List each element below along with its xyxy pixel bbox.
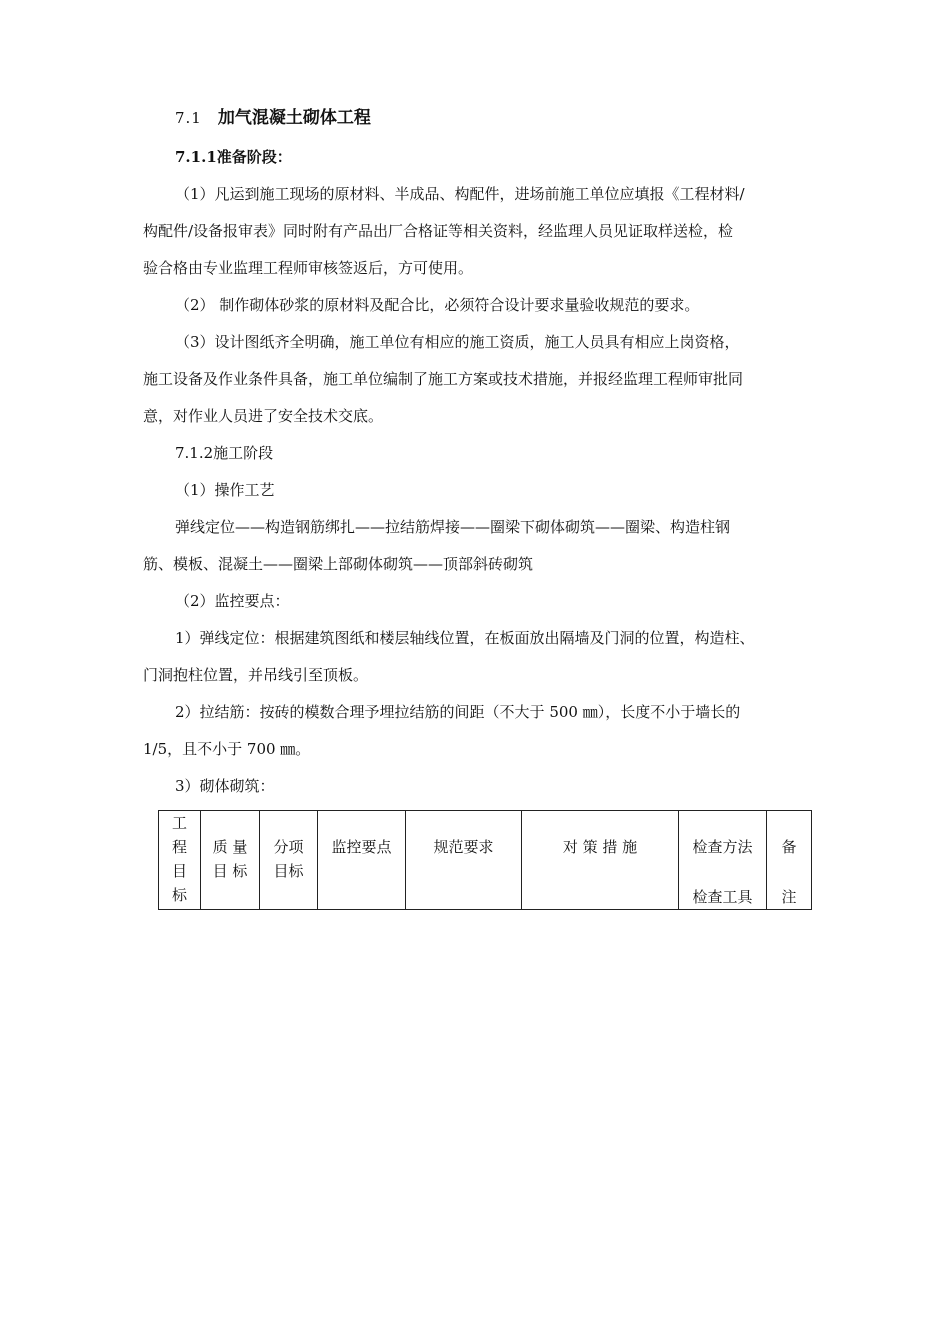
prep-p3-line2: 施工设备及作业条件具备，施工单位编制了施工方案或技术措施，并报经监理工程师审批同 xyxy=(143,370,744,388)
item1-line1: 1）弹线定位：根据建筑图纸和楼层轴线位置，在板面放出隔墙及门洞的位置，构造柱、 xyxy=(175,629,755,647)
process-line1: 弹线定位——构造钢筋绑扎——拉结筋焊接——圈梁下砌体砌筑——圈梁、构造柱钢 xyxy=(175,518,731,536)
monitoring-table xyxy=(158,810,812,910)
construction-heading: 7.1.2施工阶段 xyxy=(175,444,274,462)
section-heading xyxy=(175,107,371,129)
section-number: 7.1 xyxy=(175,109,202,127)
item2-line1: 2）拉结筋：按砖的模数合理予埋拉结筋的间距（不大于 500 ㎜），长度不小于墙长的 xyxy=(175,703,741,721)
operation-heading: （1）操作工艺 xyxy=(175,481,275,499)
header-monitor-points: 监控要点 xyxy=(318,811,406,910)
prep-p3-line1: （3）设计图纸齐全明确，施工单位有相应的施工资质，施工人员具有相应上岗资格， xyxy=(175,333,740,351)
header-project-goal: 工 程 目 标 xyxy=(159,811,201,910)
header-remarks: 备 注 xyxy=(767,811,812,910)
item2-line2: 1/5，且不小于 700 ㎜。 xyxy=(143,740,311,758)
prep-p3-line3: 意，对作业人员进了安全技术交底。 xyxy=(143,407,384,425)
item1-line2: 门洞抱柱位置，并吊线引至顶板。 xyxy=(143,666,369,684)
header-spec-requirements: 规范要求 xyxy=(406,811,522,910)
prep-p2: （2） 制作砌体砂浆的原材料及配合比，必须符合设计要求量验收规范的要求。 xyxy=(175,296,700,314)
item3-heading: 3）砌体砌筑： xyxy=(175,777,275,795)
prep-heading: 7.1.1准备阶段： xyxy=(175,148,292,166)
prep-p1-line1: （1）凡运到施工现场的原材料、半成品、构配件，进场前施工单位应填报《工程材料/ xyxy=(175,185,745,203)
prep-p1-line3: 验合格由专业监理工程师审核签返后，方可使用。 xyxy=(143,259,474,277)
header-quality-goal: 质 量 目 标 xyxy=(201,811,260,910)
table-header-row xyxy=(159,811,812,910)
header-countermeasures: 对 策 措 施 xyxy=(522,811,679,910)
process-line2: 筋、模板、混凝土——圈梁上部砌体砌筑——顶部斜砖砌筑 xyxy=(143,555,534,573)
prep-p1-line2: 构配件/设备报审表》同时附有产品出厂合格证等相关资料，经监理人员见证取样送检，检 xyxy=(143,222,734,240)
header-check-method: 检查方法 检查工具 xyxy=(679,811,767,910)
section-title: 加气混凝土砌体工程 xyxy=(217,108,371,128)
monitor-heading: （2）监控要点： xyxy=(175,592,290,610)
header-item-goal: 分项 目标 xyxy=(260,811,318,910)
